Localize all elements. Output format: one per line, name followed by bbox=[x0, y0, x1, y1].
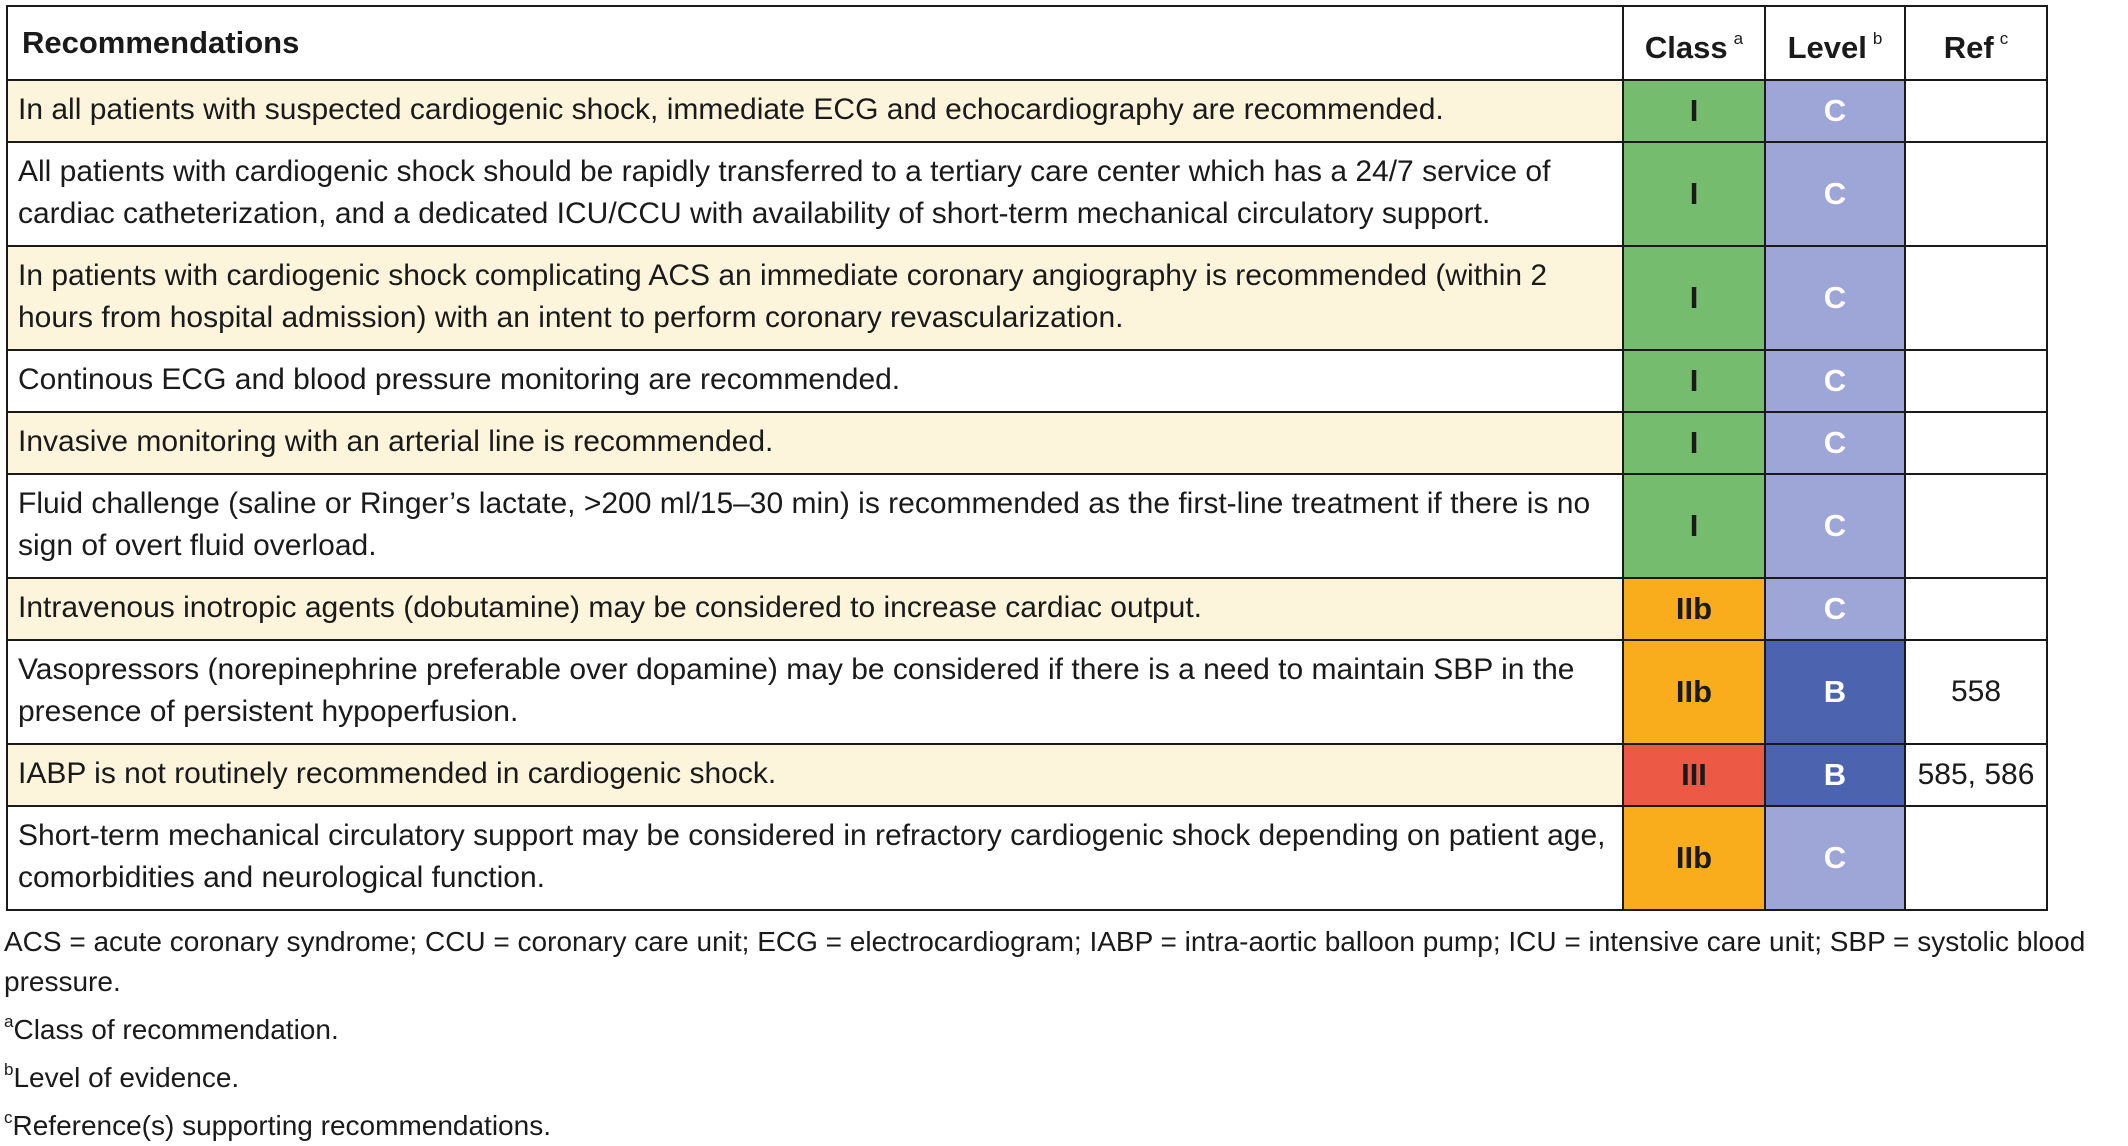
header-ref-footnote-mark: c bbox=[1999, 28, 2009, 48]
level-badge: C bbox=[1765, 474, 1905, 578]
header-class: Class $^a$ bbox=[1623, 6, 1765, 80]
ref-cell bbox=[1905, 806, 2047, 910]
class-badge: IIb bbox=[1623, 640, 1765, 744]
recommendation-text: In patients with cardiogenic shock complicating ACS an immediate coronary angiography is recommended (within 2 hours from hospital admission) with an intent to perform coronary revascularization. bbox=[7, 246, 1623, 350]
table-header-row bbox=[7, 6, 2047, 80]
table-row bbox=[7, 806, 2047, 910]
header-ref: Ref $^c$ bbox=[1905, 6, 2047, 80]
table-row bbox=[7, 744, 2047, 806]
table-row bbox=[7, 246, 2047, 350]
level-badge: C bbox=[1765, 246, 1905, 350]
footnote-b: $^b$Level of evidence. bbox=[4, 1060, 240, 1093]
class-badge: I bbox=[1623, 350, 1765, 412]
ref-cell bbox=[1905, 474, 2047, 578]
class-badge: I bbox=[1623, 412, 1765, 474]
footnote-c: $^c$Reference(s) supporting recommendations. bbox=[4, 1108, 551, 1141]
header-level: Level $^b$ bbox=[1765, 6, 1905, 80]
recommendation-text: Short-term mechanical circulatory support may be considered in refractory cardiogenic shock depending on patient age, comorbidities and neurological function. bbox=[7, 806, 1623, 910]
ref-cell bbox=[1905, 246, 2047, 350]
class-badge: I bbox=[1623, 474, 1765, 578]
recommendation-text: Invasive monitoring with an arterial line is recommended. bbox=[7, 412, 1623, 474]
ref-cell: 558 bbox=[1905, 640, 2047, 744]
footnote-a: $^a$Class of recommendation. bbox=[4, 1012, 339, 1045]
class-badge: IIb bbox=[1623, 578, 1765, 640]
class-badge: I bbox=[1623, 142, 1765, 246]
level-badge: B bbox=[1765, 640, 1905, 744]
table-row bbox=[7, 474, 2047, 578]
ref-cell bbox=[1905, 350, 2047, 412]
ref-cell bbox=[1905, 142, 2047, 246]
table-row bbox=[7, 142, 2047, 246]
level-badge: C bbox=[1765, 578, 1905, 640]
level-badge: B bbox=[1765, 744, 1905, 806]
level-badge: C bbox=[1765, 80, 1905, 142]
class-badge: I bbox=[1623, 80, 1765, 142]
header-level-footnote-mark: b bbox=[1872, 28, 1883, 48]
table-row bbox=[7, 640, 2047, 744]
table-row bbox=[7, 578, 2047, 640]
recommendation-text: IABP is not routinely recommended in cardiogenic shock. bbox=[7, 744, 1623, 806]
header-class-footnote-mark: a bbox=[1733, 28, 1744, 48]
class-badge: III bbox=[1623, 744, 1765, 806]
level-badge: C bbox=[1765, 142, 1905, 246]
recommendation-text: Vasopressors (norepinephrine preferable over dopamine) may be considered if there is a need to maintain SBP in the presence of persistent hypoperfusion. bbox=[7, 640, 1623, 744]
recommendation-text: Continous ECG and blood pressure monitoring are recommended. bbox=[7, 350, 1623, 412]
level-badge: C bbox=[1765, 412, 1905, 474]
footnote-c-mark: c bbox=[4, 1108, 13, 1127]
table-row bbox=[7, 350, 2047, 412]
footnote-a-mark: a bbox=[4, 1012, 14, 1031]
recommendation-text: All patients with cardiogenic shock should be rapidly transferred to a tertiary care center which has a 24/7 service of cardiac catheterization, and a dedicated ICU/CCU with availability of short-term mechanical circulatory support. bbox=[7, 142, 1623, 246]
abbreviations-note: ACS = acute coronary syndrome; CCU = coronary care unit; ECG = electrocardiogram; IABP = intra-aortic balloon pump; ICU = intensive care unit; SBP = systolic blood pressure. bbox=[4, 926, 2086, 997]
ref-cell bbox=[1905, 578, 2047, 640]
ref-cell: 585, 586 bbox=[1905, 744, 2047, 806]
recommendation-text: Intravenous inotropic agents (dobutamine) may be considered to increase cardiac output. bbox=[7, 578, 1623, 640]
ref-cell bbox=[1905, 80, 2047, 142]
level-badge: C bbox=[1765, 350, 1905, 412]
class-badge: IIb bbox=[1623, 806, 1765, 910]
header-recommendations: Recommendations bbox=[7, 6, 1623, 80]
ref-cell bbox=[1905, 412, 2047, 474]
table-footnotes bbox=[4, 922, 2124, 1146]
footnote-b-mark: b bbox=[4, 1060, 14, 1079]
class-badge: I bbox=[1623, 246, 1765, 350]
recommendations-table bbox=[6, 5, 2048, 911]
table-row bbox=[7, 80, 2047, 142]
table-row bbox=[7, 412, 2047, 474]
recommendation-text: In all patients with suspected cardiogenic shock, immediate ECG and echocardiography are recommended. bbox=[7, 80, 1623, 142]
level-badge: C bbox=[1765, 806, 1905, 910]
recommendation-text: Fluid challenge (saline or Ringer’s lactate, >200 ml/15–30 min) is recommended as the first-line treatment if there is no sign of overt fluid overload. bbox=[7, 474, 1623, 578]
